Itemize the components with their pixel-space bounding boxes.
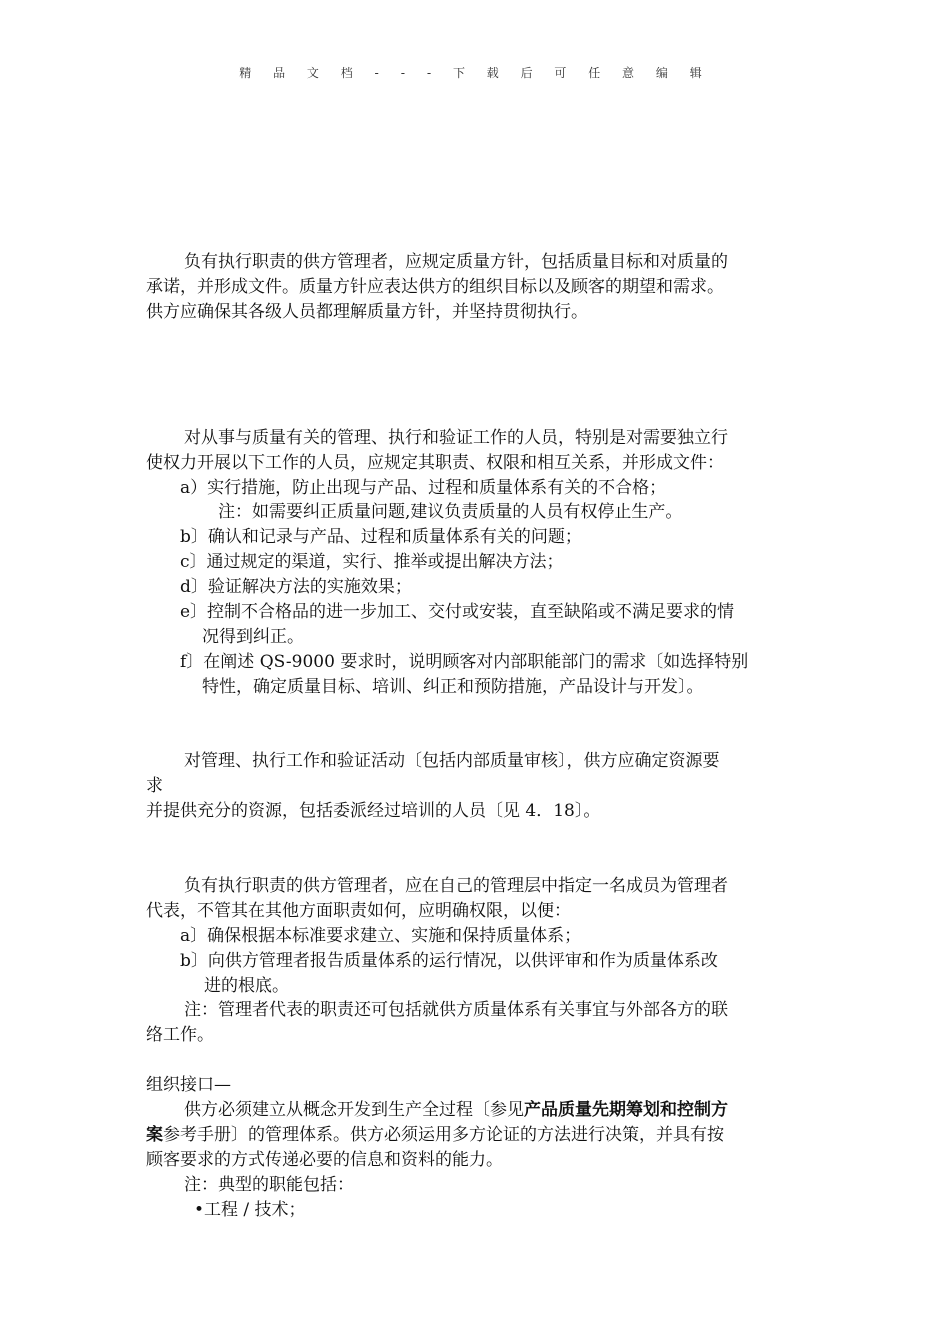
interface-bullet-engineering: •工程 / 技术； <box>194 1200 306 1220</box>
manual-title-part-2: 案 <box>146 1125 163 1145</box>
responsibility-item-b: b〕确认和记录与产品、过程和质量体系有关的问题； <box>180 527 582 547</box>
interface-line-2 <box>146 1123 724 1147</box>
responsibility-item-e: e〕控制不合格品的进一步加工、交付或安装，直至缺陷或不满足要求的情 <box>180 602 735 622</box>
responsibility-item-f: f〕在阐述 QS-9000 要求时，说明顾客对内部职能部门的需求〔如选择特别 <box>180 652 749 672</box>
responsibility-item-f-cont: 特性，确定质量目标、培训、纠正和预防措施，产品设计与开发〕。 <box>202 677 704 697</box>
representative-item-b: b〕向供方管理者报告质量体系的运行情况，以供评审和作为质量体系改 <box>180 951 718 971</box>
interface-line-3: 顾客要求的方式传递必要的信息和资料的能力。 <box>146 1150 503 1170</box>
responsibility-item-d: d〕验证解决方法的实施效果； <box>180 577 412 597</box>
representative-note-2: 络工作。 <box>146 1025 214 1045</box>
interface-line-2-text: 参考手册〕的管理体系。供方必须运用多方论证的方法进行决策，并具有按 <box>163 1125 724 1145</box>
representative-intro-1: 负有执行职责的供方管理者，应在自己的管理层中指定一名成员为管理者 <box>184 876 728 896</box>
representative-item-a: a〕确保根据本标准要求建立、实施和保持质量体系； <box>180 926 582 946</box>
responsibility-intro-1: 对从事与质量有关的管理、执行和验证工作的人员，特别是对需要独立行 <box>184 428 728 448</box>
interface-line-1 <box>184 1098 728 1122</box>
representative-intro-2: 代表，不管其在其他方面职责如何，应明确权限，以便： <box>146 901 571 921</box>
interface-note: 注：典型的职能包括： <box>184 1175 354 1195</box>
responsibility-note-a: 注：如需要纠正质量问题,建议负责质量的人员有权停止生产。 <box>218 502 683 522</box>
page-header: 精 品 文 档 - - - 下 载 后 可 任 意 编 辑 <box>239 66 711 80</box>
resources-line-3: 并提供充分的资源，包括委派经过培训的人员〔见 4．18〕。 <box>146 801 601 821</box>
interface-title: 组织接口— <box>146 1075 231 1095</box>
responsibility-item-a: a）实行措施，防止出现与产品、过程和质量体系有关的不合格； <box>180 478 667 498</box>
responsibility-intro-2: 使权力开展以下工作的人员，应规定其职责、权限和相互关系，并形成文件： <box>146 453 724 473</box>
policy-line-3: 供方应确保其各级人员都理解质量方针，并坚持贯彻执行。 <box>146 302 588 322</box>
manual-title-part-1: 产品质量先期筹划和控制方 <box>524 1100 728 1120</box>
responsibility-item-e-cont: 况得到纠正。 <box>202 627 304 647</box>
responsibility-item-c: c〕通过规定的渠道，实行、推举或提出解决方法； <box>180 552 564 572</box>
interface-line-1-text: 供方必须建立从概念开发到生产全过程〔参见 <box>184 1100 524 1120</box>
policy-line-1: 负有执行职责的供方管理者，应规定质量方针，包括质量目标和对质量的 <box>184 252 728 272</box>
representative-note-1: 注：管理者代表的职责还可包括就供方质量体系有关事宜与外部各方的联 <box>184 1000 728 1020</box>
resources-line-2: 求 <box>146 776 163 796</box>
representative-item-b-cont: 进的根底。 <box>204 976 289 996</box>
resources-line-1: 对管理、执行工作和验证活动〔包括内部质量审核〕，供方应确定资源要 <box>184 751 720 771</box>
policy-line-2: 承诺，并形成文件。质量方针应表达供方的组织目标以及顾客的期望和需求。 <box>146 277 724 297</box>
